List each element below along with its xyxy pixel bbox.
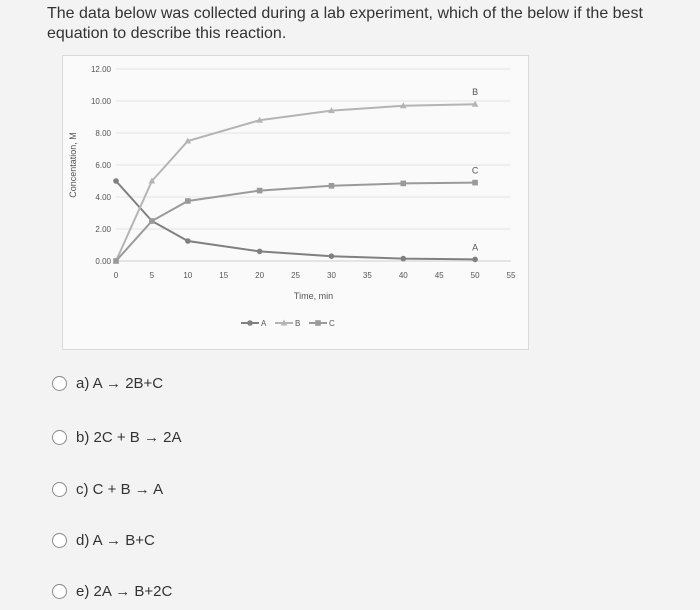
end-label-b: B <box>472 87 479 98</box>
end-label-a: A <box>472 242 479 253</box>
y-tick-label: 10.00 <box>90 97 111 106</box>
legend-label-c: C <box>329 319 335 328</box>
question-text <box>47 4 687 44</box>
option-b[interactable] <box>52 426 181 448</box>
series-c-line <box>116 183 475 261</box>
series-a-point <box>257 249 263 255</box>
x-tick-label: 10 <box>183 271 193 280</box>
radio-icon[interactable] <box>52 533 67 548</box>
option-d[interactable] <box>52 529 155 551</box>
x-tick-label: 5 <box>149 271 155 280</box>
question-line-2: equation to describe this reaction. <box>47 25 287 42</box>
option-e-label: e) 2A → B+2C <box>76 582 173 600</box>
chart-svg <box>63 56 528 349</box>
chart <box>62 55 529 350</box>
x-tick-label: 35 <box>362 271 372 280</box>
series-a-point <box>329 253 335 259</box>
option-a-label: a) A → 2B+C <box>76 374 164 392</box>
option-d-label: d) A → B+C <box>76 531 155 549</box>
series-a-point <box>472 257 478 263</box>
legend-label-b: B <box>295 319 301 328</box>
series-c-point <box>149 218 155 224</box>
series-c-point <box>257 188 263 194</box>
x-tick-label: 0 <box>113 271 119 280</box>
legend-marker-a <box>247 320 253 326</box>
series-a-point <box>185 238 191 244</box>
series-c-point <box>113 258 119 264</box>
radio-icon[interactable] <box>52 584 67 599</box>
x-tick-label: 25 <box>291 271 300 280</box>
x-tick-label: 55 <box>506 271 516 280</box>
x-tick-label: 20 <box>255 271 265 280</box>
y-tick-label: 6.00 <box>95 161 111 170</box>
y-axis-title: Concentation, M <box>68 132 78 198</box>
option-c-label: c) C + B → A <box>76 480 164 498</box>
x-tick-label: 45 <box>434 271 444 280</box>
series-c-point <box>400 181 406 187</box>
question-line-1: The data below was collected during a lab experiment, which of the below if the best <box>47 5 643 22</box>
x-axis-title: Time, min <box>293 291 334 301</box>
radio-icon[interactable] <box>52 430 67 445</box>
y-tick-label: 8.00 <box>95 129 111 138</box>
series-c-point <box>329 183 335 189</box>
series-a-point <box>400 256 406 262</box>
option-a[interactable] <box>52 372 163 394</box>
legend-marker-c <box>315 320 321 326</box>
y-tick-label: 0.00 <box>95 257 111 266</box>
y-tick-label: 4.00 <box>95 193 111 202</box>
option-c[interactable] <box>52 478 163 500</box>
legend-label-a: A <box>261 319 267 328</box>
radio-icon[interactable] <box>52 482 67 497</box>
radio-icon[interactable] <box>52 376 67 391</box>
x-tick-label: 15 <box>219 271 229 280</box>
x-tick-label: 50 <box>470 271 480 280</box>
series-c-point <box>185 198 191 204</box>
series-a-point <box>113 178 119 184</box>
x-tick-label: 40 <box>398 271 408 280</box>
end-label-c: C <box>471 165 479 176</box>
series-c-point <box>472 180 478 186</box>
option-e[interactable] <box>52 580 172 602</box>
option-b-label: b) 2C + B → 2A <box>76 428 182 446</box>
x-tick-label: 30 <box>327 271 336 280</box>
series-a-line <box>116 181 475 259</box>
y-tick-label: 2.00 <box>95 225 111 234</box>
y-tick-label: 12.00 <box>90 65 111 74</box>
